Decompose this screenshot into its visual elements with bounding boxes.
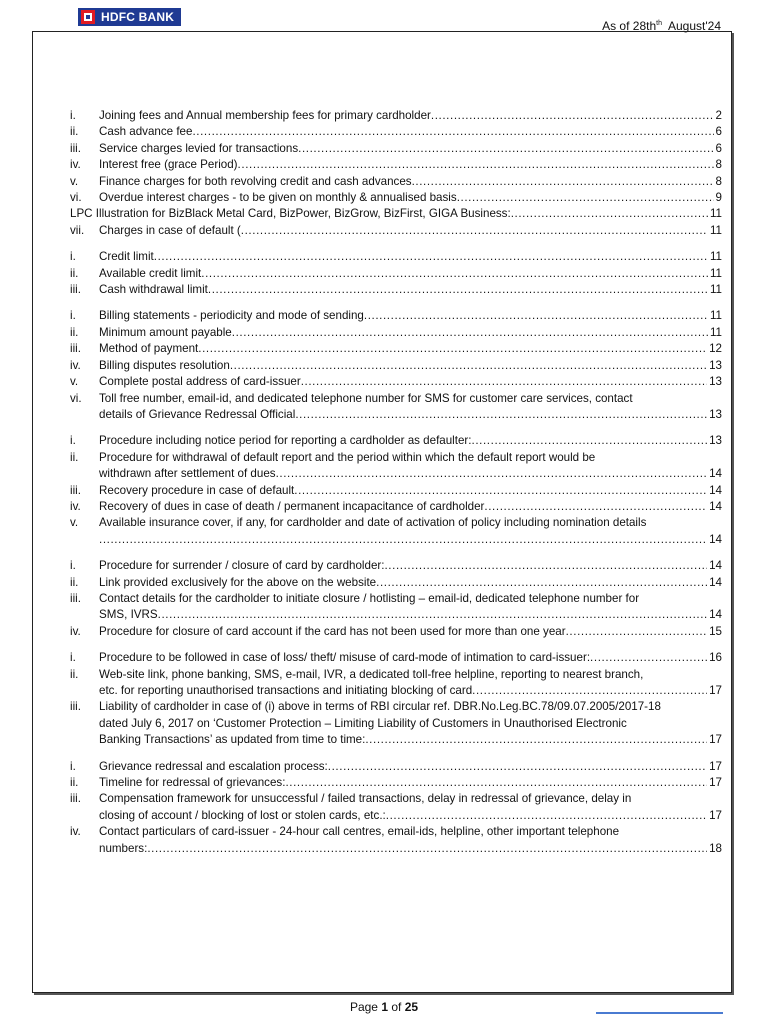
- toc-entry-line: [99, 249, 722, 265]
- toc-entry-number: v.: [70, 516, 79, 530]
- toc-page-number: 17: [709, 808, 722, 822]
- toc-entry-body: [99, 358, 722, 374]
- toc-entry-title: Cash advance fee: [99, 125, 193, 139]
- toc-dot-leader: [99, 532, 707, 548]
- toc-entry-line: [99, 141, 722, 157]
- toc-entry[interactable]: [70, 266, 722, 282]
- toc-dot-leader: [384, 558, 707, 574]
- toc-page-number: 14: [709, 575, 722, 589]
- toc-dot-leader: [158, 607, 707, 623]
- toc-entry-line: [99, 607, 722, 623]
- hdfc-bank-logo: [78, 8, 181, 26]
- toc-page-number: 14: [709, 483, 722, 497]
- toc-entry-number: ii.: [70, 776, 79, 790]
- toc-entry-body: [99, 282, 722, 298]
- toc-entry-line: [99, 190, 722, 206]
- toc-dot-leader: [457, 190, 714, 206]
- toc-entry[interactable]: [70, 374, 722, 390]
- toc-entry-title: Banking Transactions’ as updated from time to time:: [99, 733, 366, 747]
- toc-entry-title: Billing statements - periodicity and mode of sending: [99, 309, 364, 323]
- toc-entry-title: Timeline for redressal of grievances:: [99, 776, 286, 790]
- toc-entry-title: Cash withdrawal limit: [99, 283, 208, 297]
- toc-entry-title: Credit limit: [99, 250, 154, 264]
- toc-dot-leader: [365, 732, 707, 748]
- toc-dot-leader: [154, 249, 708, 265]
- toc-entry-title: Link provided exclusively for the above on the website: [99, 575, 377, 589]
- toc-entry[interactable]: [70, 575, 722, 591]
- toc-dot-leader: [198, 341, 707, 357]
- toc-page-number: 13: [709, 434, 722, 448]
- toc-page-number: 18: [709, 841, 722, 855]
- toc-entry-body: [99, 515, 722, 548]
- toc-entry-number: i.: [70, 759, 76, 773]
- toc-entry-number: i.: [70, 309, 76, 323]
- toc-entry-title: closing of account / blocking of lost or stolen cards, etc.:: [99, 808, 386, 822]
- toc-entry[interactable]: [70, 591, 722, 624]
- toc-entry-title-line: Liability of cardholder in case of (i) above in terms of RBI circular ref. DBR.No.Leg.BC.78/09.07.2005/2017-18: [99, 700, 661, 714]
- toc-entry-title: withdrawn after settlement of dues: [99, 467, 276, 481]
- brand-name: HDFC BANK: [101, 10, 175, 24]
- toc-entry-body: [99, 141, 722, 157]
- toc-dot-leader: [295, 407, 707, 423]
- toc-page-number: 14: [709, 559, 722, 573]
- toc-group: [70, 558, 722, 640]
- toc-entry-body: [99, 650, 722, 666]
- toc-entry-line: [99, 759, 722, 775]
- toc-dot-leader: [472, 433, 708, 449]
- toc-entry-line: [99, 683, 722, 699]
- toc-entry-number: ii.: [70, 125, 79, 139]
- toc-entry[interactable]: [70, 391, 722, 424]
- toc-page-number: 11: [709, 223, 722, 237]
- toc-entry-number: vi.: [70, 391, 82, 405]
- toc-page-number: 17: [709, 759, 722, 773]
- toc-page-number: 13: [709, 358, 722, 372]
- toc-entry-body: [99, 391, 722, 424]
- toc-entry-number: ii.: [70, 325, 79, 339]
- toc-entry-title: Service charges levied for transactions: [99, 141, 299, 155]
- toc-entry-body: [99, 157, 722, 173]
- toc-entry-line: [99, 775, 722, 791]
- toc-entry-title: details of Grievance Redressal Official: [99, 407, 296, 421]
- toc-dot-leader: [238, 157, 714, 173]
- toc-entry-title: Interest free (grace Period): [99, 158, 238, 172]
- table-of-contents: [70, 108, 722, 867]
- toc-entry[interactable]: [70, 775, 722, 791]
- toc-entry-title-line: Available insurance cover, if any, for cardholder and date of activation of policy including nomination details: [99, 516, 647, 530]
- toc-dot-leader: [364, 308, 708, 324]
- toc-entry-title-line: Web-site link, phone banking, SMS, e-mail, IVR, a dedicated toll-free helpline, reporting to nearest branch,: [99, 667, 644, 681]
- toc-entry[interactable]: [70, 341, 722, 357]
- toc-page-number: 11: [709, 266, 722, 280]
- toc-entry-body: [99, 667, 722, 700]
- toc-entry[interactable]: [70, 624, 722, 640]
- toc-entry-number: i.: [70, 559, 76, 573]
- toc-entry-number: iv.: [70, 158, 81, 172]
- toc-dot-leader: [511, 206, 708, 222]
- toc-page-number: 8: [715, 174, 722, 188]
- toc-entry-title: Finance charges for both revolving credit and cash advances: [99, 174, 412, 188]
- toc-entry[interactable]: [70, 499, 722, 515]
- toc-entry-line: [99, 841, 722, 857]
- toc-dot-leader: [431, 108, 714, 124]
- toc-dot-leader: [241, 223, 708, 239]
- toc-entry-body: [99, 791, 722, 824]
- toc-entry-line: [99, 433, 722, 449]
- toc-entry-line: [99, 650, 722, 666]
- toc-entry-body: [99, 308, 722, 324]
- toc-entry[interactable]: [70, 249, 722, 265]
- toc-entry-number: ii.: [70, 450, 79, 464]
- toc-entry[interactable]: [70, 558, 722, 574]
- toc-entry-number: ii.: [70, 667, 79, 681]
- page-word: Page: [349, 1000, 378, 1014]
- toc-entry-title-line: Toll free number, email-id, and dedicated telephone number for SMS for customer care services, contact: [99, 391, 633, 405]
- toc-entry-body: [99, 450, 722, 483]
- toc-entry-number: iv.: [70, 825, 81, 839]
- toc-entry-number: iii.: [70, 591, 81, 605]
- toc-page-number: 17: [709, 733, 722, 747]
- toc-entry-title-line: Procedure for withdrawal of default report and the period within which the default report would be: [99, 450, 596, 464]
- toc-dot-leader: [285, 775, 707, 791]
- toc-page-number: 11: [709, 283, 722, 297]
- toc-dot-leader: [386, 808, 707, 824]
- toc-entry[interactable]: [70, 108, 722, 124]
- toc-entry[interactable]: [70, 515, 722, 548]
- toc-entry-line: [99, 732, 722, 748]
- toc-entry[interactable]: [70, 791, 722, 824]
- toc-entry-body: [99, 433, 722, 449]
- toc-entry-body: [99, 249, 722, 265]
- toc-entry-number: iv.: [70, 499, 81, 513]
- toc-entry-title: Billing disputes resolution: [99, 358, 230, 372]
- toc-entry-title: Joining fees and Annual membership fees for primary cardholder: [99, 109, 431, 122]
- toc-entry[interactable]: [70, 223, 722, 239]
- toc-entry-body: [99, 759, 722, 775]
- toc-entry-title: Procedure for surrender / closure of card by cardholder:: [99, 559, 385, 573]
- toc-entry-line: [99, 308, 722, 324]
- toc-entry-title-line: Compensation framework for unsuccessful / failed transactions, delay in redressal of grievance, delay in: [99, 792, 632, 806]
- toc-entry-body: [99, 374, 722, 390]
- toc-entry-line: [99, 108, 722, 124]
- toc-entry-title: etc. for reporting unauthorised transactions and initiating blocking of card: [99, 684, 473, 697]
- toc-dot-leader: [484, 499, 707, 515]
- toc-entry[interactable]: [70, 308, 722, 324]
- toc-entry[interactable]: [70, 699, 722, 748]
- toc-entry-body: [99, 699, 722, 748]
- toc-group: [70, 759, 722, 857]
- toc-entry-body: [99, 575, 722, 591]
- toc-entry-number: v.: [70, 174, 79, 188]
- toc-entry-body: [99, 124, 722, 140]
- toc-page-number: 12: [709, 342, 722, 356]
- toc-entry-title: Procedure to be followed in case of loss/ theft/ misuse of card-mode of intimation to card-issuer:: [99, 651, 591, 665]
- toc-dot-leader: [566, 624, 707, 640]
- toc-entry-body: [99, 483, 722, 499]
- toc-entry-title-line: Contact details for the cardholder to initiate closure / hotlisting – email-id, dedicated telephone number for: [99, 591, 640, 605]
- toc-entry-body: [99, 190, 722, 206]
- toc-entry-line: [99, 157, 722, 173]
- toc-entry-number: i.: [70, 250, 76, 264]
- toc-entry-title: Method of payment: [99, 342, 199, 356]
- toc-entry-body: [99, 775, 722, 791]
- toc-page-number: 11: [709, 309, 722, 323]
- toc-entry-number: iii.: [70, 792, 81, 806]
- toc-group: [70, 249, 722, 298]
- toc-page-number: 15: [709, 624, 722, 638]
- toc-dot-leader: [201, 266, 708, 282]
- toc-entry[interactable]: [70, 650, 722, 666]
- toc-entry-line: [99, 483, 722, 499]
- toc-dot-leader: [192, 124, 713, 140]
- toc-page-number: 17: [709, 776, 722, 790]
- toc-entry-title: Procedure including notice period for reporting a cardholder as defaulter:: [99, 434, 472, 448]
- toc-entry-title: Grievance redressal and escalation process:: [99, 759, 328, 773]
- toc-page-number: 8: [715, 158, 722, 172]
- toc-entry-number: iii.: [70, 283, 81, 297]
- toc-entry[interactable]: [70, 174, 722, 190]
- toc-dot-leader: [301, 374, 707, 390]
- toc-entry-line: [99, 124, 722, 140]
- toc-dot-leader: [376, 575, 707, 591]
- toc-entry-body: [99, 591, 722, 624]
- toc-entry[interactable]: [70, 358, 722, 374]
- toc-entry[interactable]: [70, 325, 722, 341]
- toc-entry-line: [99, 223, 722, 239]
- toc-entry-title: Complete postal address of card-issuer: [99, 375, 301, 389]
- toc-entry-title: LPC Illustration for BizBlack Metal Card, BizPower, BizGrow, BizFirst, GIGA Business:: [70, 207, 511, 221]
- toc-entry-body: [99, 341, 722, 357]
- toc-entry-body: [99, 174, 722, 190]
- toc-entry-number: ii.: [70, 266, 79, 280]
- toc-entry-title-line: Contact particulars of card-issuer - 24-hour call centres, email-ids, helpline, other important telephone: [99, 825, 620, 839]
- toc-entry-body: [99, 824, 722, 857]
- toc-entry-title: Available credit limit: [99, 266, 202, 280]
- toc-page-number: 13: [709, 375, 722, 389]
- toc-entry-line: [99, 466, 722, 482]
- toc-page-number: 14: [709, 532, 722, 546]
- toc-entry-line: [99, 575, 722, 591]
- as-of-superscript: th: [656, 20, 662, 27]
- toc-page-number: 11: [709, 250, 722, 264]
- toc-page-number: 14: [709, 608, 722, 622]
- toc-page-number: 2: [715, 109, 722, 122]
- toc-dot-leader: [298, 141, 713, 157]
- toc-entry-number: i.: [70, 434, 76, 448]
- toc-entry-number: iii.: [70, 700, 81, 714]
- total-pages: 25: [404, 1000, 419, 1014]
- toc-dot-leader: [412, 174, 714, 190]
- toc-entry-number: iii.: [70, 342, 81, 356]
- toc-dot-leader: [232, 325, 708, 341]
- toc-entry-title: Recovery of dues in case of death / permanent incapacitance of cardholder: [99, 499, 485, 513]
- toc-entry-title: Charges in case of default (: [99, 223, 241, 237]
- as-of-suffix: August'24: [668, 19, 721, 33]
- toc-group: [70, 650, 722, 748]
- toc-entry-line: [70, 206, 722, 222]
- hdfc-logo-mark-icon: [81, 10, 95, 24]
- toc-group: [70, 308, 722, 423]
- toc-entry-title: Overdue interest charges - to be given on monthly & annualised basis: [99, 191, 457, 205]
- toc-page-number: 16: [709, 651, 722, 665]
- toc-entry-line: [99, 624, 722, 640]
- toc-entry-body: [99, 558, 722, 574]
- toc-entry-body: [70, 206, 722, 222]
- toc-entry[interactable]: [70, 190, 722, 206]
- toc-entry[interactable]: [70, 141, 722, 157]
- toc-entry-number: i.: [70, 109, 76, 122]
- toc-entry-body: [99, 223, 722, 239]
- current-page: 1: [381, 1000, 388, 1014]
- toc-page-number: 6: [715, 125, 722, 139]
- toc-entry-line: [99, 358, 722, 374]
- footer-link-underline[interactable]: [596, 1012, 723, 1014]
- toc-entry-line: [99, 325, 722, 341]
- toc-dot-leader: [208, 282, 708, 298]
- toc-page-number: 6: [715, 141, 722, 155]
- toc-entry[interactable]: [70, 824, 722, 857]
- toc-entry-line: [99, 407, 722, 423]
- toc-entry-number: v.: [70, 375, 79, 389]
- toc-entry-body: [99, 108, 722, 124]
- toc-entry-title: Recovery procedure in case of default: [99, 483, 295, 497]
- toc-entry-body: [99, 499, 722, 515]
- toc-entry-number: iii.: [70, 483, 81, 497]
- toc-page-number: 14: [709, 499, 722, 513]
- toc-group: [70, 433, 722, 548]
- toc-dot-leader: [472, 683, 707, 699]
- toc-entry[interactable]: [70, 759, 722, 775]
- toc-entry-body: [99, 624, 722, 640]
- toc-entry-line: [99, 374, 722, 390]
- toc-dot-leader: [590, 650, 707, 666]
- toc-group: [70, 108, 722, 239]
- toc-entry-line: [99, 341, 722, 357]
- toc-entry[interactable]: [70, 483, 722, 499]
- toc-dot-leader: [328, 759, 707, 775]
- toc-entry-number: vi.: [70, 191, 82, 205]
- toc-entry-number: i.: [70, 651, 76, 665]
- toc-page-number: 11: [709, 325, 722, 339]
- toc-entry[interactable]: [70, 450, 722, 483]
- toc-entry[interactable]: [70, 667, 722, 700]
- toc-entry-number: iii.: [70, 141, 81, 155]
- toc-entry-number: iv.: [70, 358, 81, 372]
- toc-entry-body: [99, 325, 722, 341]
- toc-entry-title: numbers:: [99, 841, 148, 855]
- toc-entry-line: [99, 174, 722, 190]
- toc-entry[interactable]: [70, 124, 722, 140]
- toc-dot-leader: [276, 466, 708, 482]
- toc-entry-line: [99, 558, 722, 574]
- toc-entry-line: [99, 532, 722, 548]
- toc-entry-title: Procedure for closure of card account if the card has not been used for more than one year: [99, 624, 566, 638]
- toc-dot-leader: [147, 841, 707, 857]
- toc-entry-number: vii.: [70, 223, 85, 237]
- toc-dot-leader: [294, 483, 707, 499]
- of-word: of: [391, 1000, 402, 1014]
- toc-entry-line: [99, 808, 722, 824]
- toc-entry-title: Minimum amount payable: [99, 325, 232, 339]
- toc-entry-line: [99, 282, 722, 298]
- toc-page-number: 14: [709, 467, 722, 481]
- toc-entry[interactable]: [70, 157, 722, 173]
- toc-entry-title: SMS, IVRS: [99, 608, 158, 622]
- toc-page-number: 17: [709, 684, 722, 697]
- toc-entry[interactable]: [70, 206, 722, 222]
- toc-entry-line: [99, 499, 722, 515]
- toc-entry-body: [99, 266, 722, 282]
- toc-entry[interactable]: [70, 433, 722, 449]
- as-of-prefix: As of 28th: [602, 19, 657, 33]
- toc-entry-line: [99, 266, 722, 282]
- toc-entry-number: iv.: [70, 624, 81, 638]
- toc-page-number: 11: [709, 207, 722, 221]
- toc-entry-title-line: dated July 6, 2017 on ‘Customer Protection – Limiting Liability of Customers in Unauthorised Electronic: [99, 716, 627, 730]
- toc-entry[interactable]: [70, 282, 722, 298]
- toc-page-number: 13: [709, 407, 722, 421]
- toc-entry-number: ii.: [70, 575, 79, 589]
- toc-page-number: 9: [715, 191, 722, 205]
- toc-dot-leader: [230, 358, 707, 374]
